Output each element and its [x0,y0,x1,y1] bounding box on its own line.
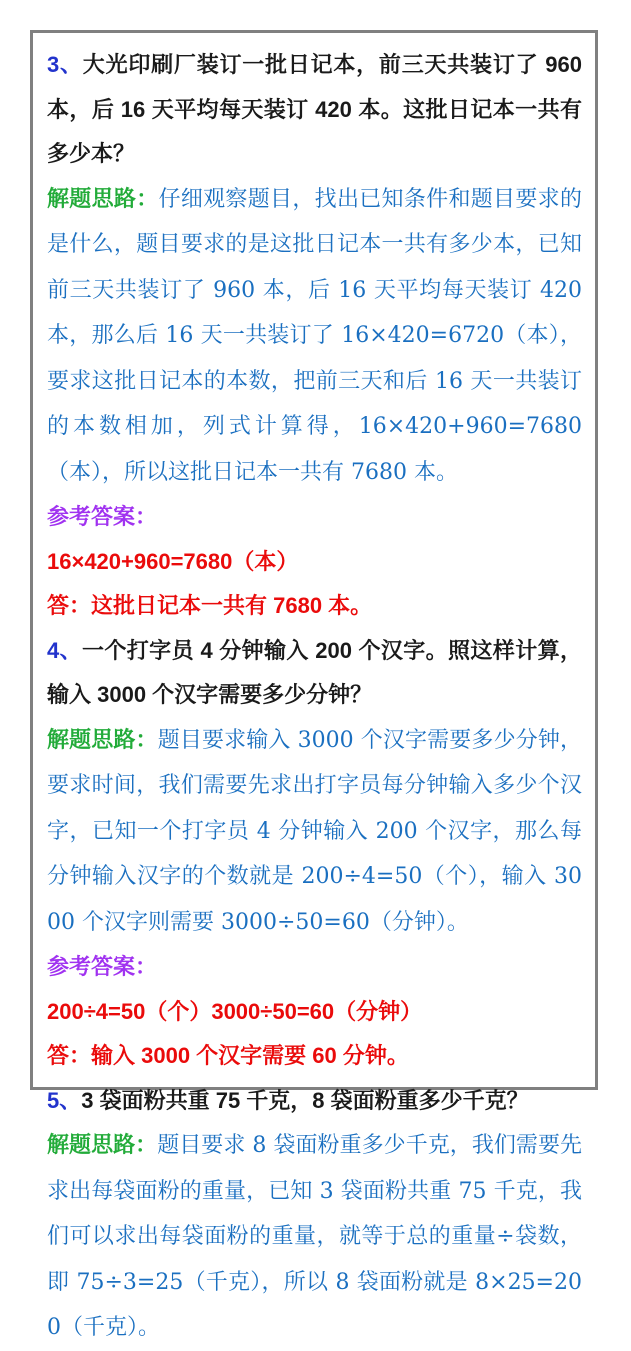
question-3 [47,43,582,177]
explanation-3 [47,177,582,496]
answer-4-equation-text: 200÷4=50（个）3000÷50=60（分钟） [47,998,423,1024]
explanation-5-text: 题目要求 8 袋面粉重多少千克，我们需要先求出每袋面粉的重量，已知 3 袋面粉共重 75 千克，我们可以求出每袋面粉的重量，就等于总的重量÷袋数，即 75÷3=25（千克），所以 8 袋面粉就是 8×25=200（千克）。 [47,1133,582,1340]
explanation-3-label: 解题思路： [47,185,159,211]
explanation-5 [47,1123,582,1351]
answer-3-statement [47,584,582,629]
answer-4-statement-text: 答：输入 3000 个汉字需要 60 分钟。 [47,1043,409,1068]
question-5-number: 5、 [47,1087,82,1113]
question-3-text: 大光印刷厂装订一批日记本，前三天共装订了 960 本，后 16 天平均每天装订 420 本。这批日记本一共有多少本？ [47,52,582,166]
answer-4-equation [47,990,582,1035]
question-3-number: 3、 [47,52,83,77]
reference-answer-label-3 [47,495,582,540]
worksheet-content [47,43,582,1351]
reference-answer-label-4 [47,945,582,990]
question-4-text: 一个打字员 4 分钟输入 200 个汉字。照这样计算，输入 3000 个汉字需要多少分钟？ [47,637,582,707]
answer-3-statement-text: 答：这批日记本一共有 7680 本。 [47,593,373,618]
answer-3-equation-text: 16×420+960=7680（本） [47,548,299,574]
question-4-number: 4、 [47,637,83,663]
explanation-4-text: 题目要求输入 3000 个汉字需要多少分钟，要求时间，我们需要先求出打字员每分钟输入多少个汉字，已知一个打字员 4 分钟输入 200 个汉字，那么每分钟输入汉字的个数就是 200÷4=50（个），输入 3000 个汉字则需要 3000÷50=60（分钟）。 [47,727,582,935]
question-4 [47,629,582,718]
reference-answer-label-4-text: 参考答案： [47,954,158,979]
question-5 [47,1079,582,1124]
explanation-3-text: 仔细观察题目，找出已知条件和题目要求的是什么，题目要求的是这批日记本一共有多少本，已知前三天共装订了 960 本，后 16 天平均每天装订 420 本，那么后 16 天一共装订了 16×420=6720（本），要求这批日记本的本数，把前三天和后 16 天一共装订的本数相加，列式计算得，16×420+960=7680（本），所以这批日记本一共有 7680 本。 [47,186,582,485]
explanation-4 [47,718,582,946]
worksheet-frame [30,30,598,1340]
reference-answer-label-3-text: 参考答案： [47,504,158,529]
explanation-4-label: 解题思路： [47,726,158,752]
answer-3-equation [47,540,582,585]
answer-4-statement [47,1034,582,1079]
question-5-text: 3 袋面粉共重 75 千克，8 袋面粉重多少千克？ [81,1087,529,1113]
explanation-5-label: 解题思路： [47,1132,158,1157]
